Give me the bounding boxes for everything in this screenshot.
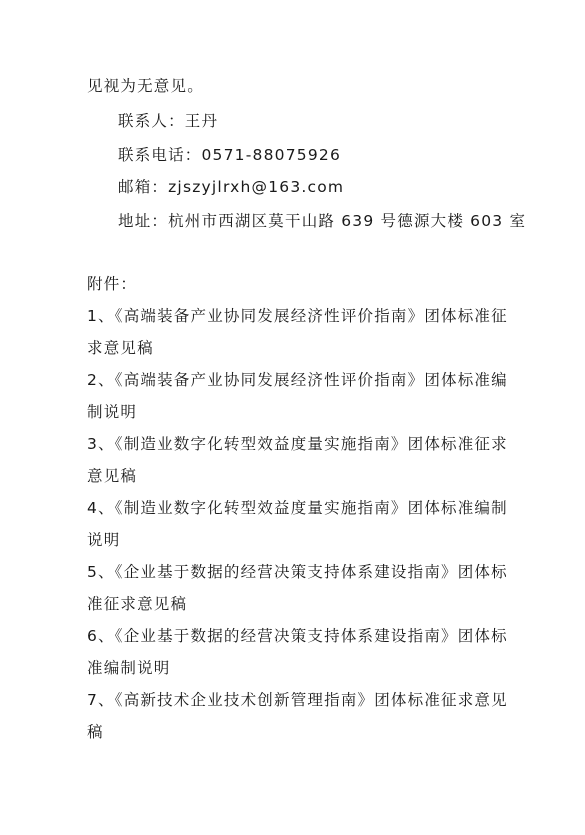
attachments-heading: 附件： (87, 275, 138, 293)
attachment-4-line1: 4、《制造业数字化转型效益度量实施指南》团体标准编制 (87, 499, 508, 517)
contact-address: 地址：杭州市西湖区莫干山路 639 号德源大楼 603 室 (118, 212, 527, 230)
attachment-6-line1: 6、《企业基于数据的经营决策支持体系建设指南》团体标 (87, 627, 508, 645)
contact-email: 邮箱：zjszyjlrxh@163.com (118, 178, 345, 196)
attachment-1-line1: 1、《高端装备产业协同发展经济性评价指南》团体标准征 (87, 307, 508, 325)
contact-phone: 联系电话：0571-88075926 (118, 146, 342, 164)
attachment-7-line1: 7、《高新技术企业技术创新管理指南》团体标准征求意见 (87, 691, 508, 709)
contact-person: 联系人：王丹 (118, 112, 219, 130)
attachment-7-line2: 稿 (87, 723, 104, 741)
attachment-1-line2: 求意见稿 (87, 339, 154, 357)
attachment-3-line1: 3、《制造业数字化转型效益度量实施指南》团体标准征求 (87, 435, 508, 453)
attachment-2-line2: 制说明 (87, 403, 138, 421)
attachment-5-line1: 5、《企业基于数据的经营决策支持体系建设指南》团体标 (87, 563, 508, 581)
attachment-3-line2: 意见稿 (87, 467, 138, 485)
attachment-6-line2: 准编制说明 (87, 659, 171, 677)
attachment-2-line1: 2、《高端装备产业协同发展经济性评价指南》团体标准编 (87, 371, 508, 389)
attachment-5-line2: 准征求意见稿 (87, 595, 188, 613)
attachment-4-line2: 说明 (87, 531, 121, 549)
intro-tail-text: 见视为无意见。 (87, 77, 204, 95)
